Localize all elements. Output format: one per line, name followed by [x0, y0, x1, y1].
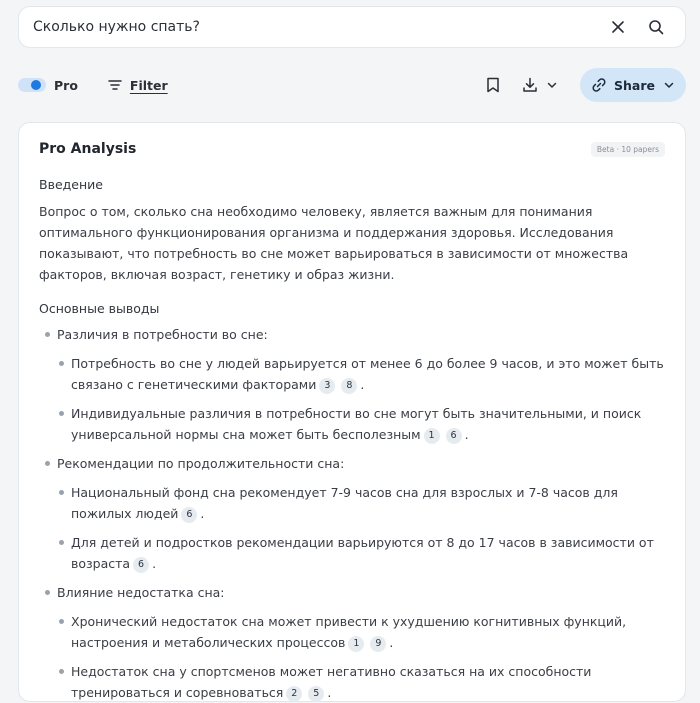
- card-title: Pro Analysis: [39, 141, 137, 157]
- finding-text: Хронический недостаток сна может привести к ухудшению когнитивных функций, настроения и метаболических процессов: [71, 614, 627, 650]
- pro-toggle[interactable]: [18, 78, 46, 92]
- findings-list: [39, 324, 665, 703]
- citation-badge[interactable]: 1: [424, 428, 440, 444]
- clear-search-button[interactable]: [603, 12, 633, 42]
- toolbar: [18, 68, 686, 102]
- filter-icon: [108, 79, 122, 91]
- finding-group: Рекомендации по продолжительности сна:: [39, 453, 665, 474]
- bookmark-icon: [486, 77, 500, 93]
- finding-item: [39, 532, 665, 574]
- finding-group: Различия в потребности во сне:: [39, 324, 665, 345]
- link-icon: [591, 77, 607, 93]
- chevron-down-icon: [546, 79, 558, 91]
- finding-text: Потребность во сне у людей варьируется от менее 6 до более 9 часов, и это может быть связано с генетическими факторами: [71, 356, 664, 392]
- finding-text: Национальный фонд сна рекомендует 7-9 часов сна для взрослых и 7-8 часов для пожилых людей: [71, 485, 618, 521]
- bookmark-button[interactable]: [486, 77, 500, 93]
- sentence-period: .: [327, 685, 332, 700]
- search-input[interactable]: Сколько нужно спать?: [33, 19, 200, 35]
- share-label: Share: [614, 77, 655, 93]
- finding-group: Влияние недостатка сна:: [39, 582, 665, 603]
- finding-item: [39, 403, 665, 445]
- finding-item: [39, 661, 665, 703]
- search-bar[interactable]: [18, 6, 686, 48]
- citation-badge[interactable]: 6: [181, 507, 197, 523]
- card-header: [39, 137, 665, 161]
- sentence-period: .: [464, 427, 469, 442]
- citation-badge[interactable]: 6: [133, 557, 149, 573]
- search-button[interactable]: [641, 12, 671, 42]
- close-icon: [611, 20, 625, 34]
- citation-badge[interactable]: 2: [286, 686, 302, 702]
- search-icon: [648, 19, 664, 35]
- sentence-period: .: [200, 506, 205, 521]
- chevron-down-icon: [663, 79, 675, 91]
- sentence-period: .: [389, 635, 394, 650]
- finding-text: Для детей и подростков рекомендации варьируются от 8 до 17 часов в зависимости от возраста: [71, 535, 654, 571]
- finding-text: Недостаток сна у спортсменов может негативно сказаться на их способности тренироваться и соревноваться: [71, 664, 592, 700]
- finding-text: Индивидуальные различия в потребности во сне могут быть значительными, и поиск универсальной нормы сна может быть бесполезным: [71, 406, 642, 442]
- finding-item: [39, 611, 665, 653]
- download-button[interactable]: [522, 77, 558, 93]
- citation-badge[interactable]: 1: [348, 636, 364, 652]
- finding-item: [39, 482, 665, 524]
- intro-text: Вопрос о том, сколько сна необходимо человеку, является важным для понимания оптимального функционирования организма и поддержания здоровья. Исследования показывают, что потребность во сне может варьироваться в зависимости от множества факторов, включая возраст, генетику и образ жизни.: [39, 204, 629, 282]
- share-button[interactable]: [580, 68, 686, 102]
- citation-badge[interactable]: 8: [341, 378, 357, 394]
- findings-heading: Основные выводы: [39, 301, 160, 316]
- filter-button[interactable]: [108, 78, 168, 93]
- filter-label: Filter: [129, 77, 168, 93]
- intro-heading: Введение: [39, 177, 103, 192]
- beta-badge: Beta · 10 papers: [591, 142, 665, 157]
- finding-item: [39, 353, 665, 395]
- citation-badge[interactable]: 9: [370, 636, 386, 652]
- pro-label: Pro: [54, 77, 78, 93]
- download-icon: [522, 77, 538, 93]
- citation-badge[interactable]: 3: [319, 378, 335, 394]
- citation-badge[interactable]: 5: [308, 686, 324, 702]
- sentence-period: .: [152, 556, 157, 571]
- citation-badge[interactable]: 6: [446, 428, 462, 444]
- sentence-period: .: [360, 377, 365, 392]
- analysis-card: [18, 122, 686, 702]
